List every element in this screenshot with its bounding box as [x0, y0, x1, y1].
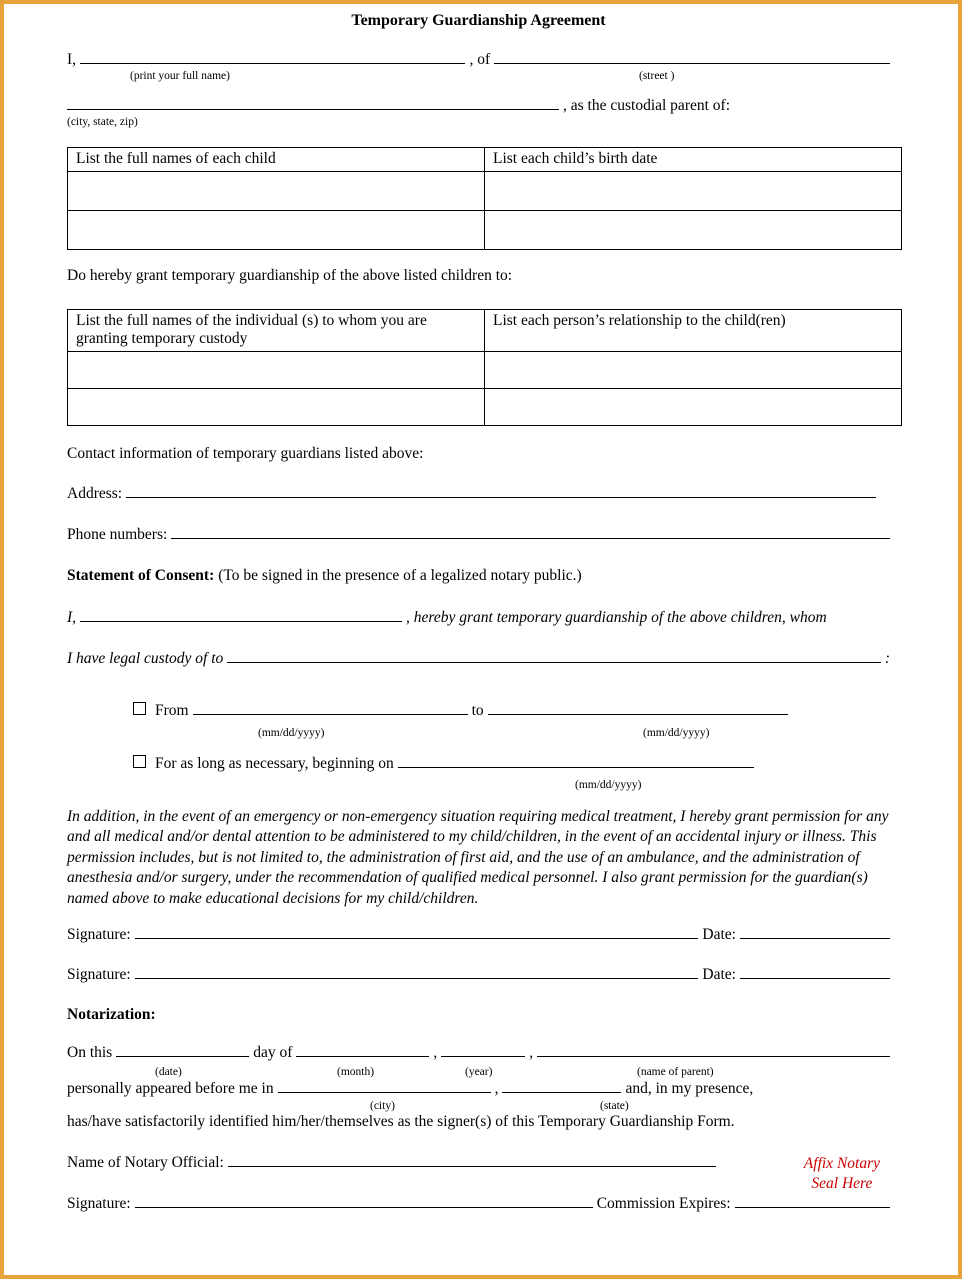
contact-heading: [67, 445, 890, 463]
from-to-row: [67, 702, 890, 740]
beginning-date-blank[interactable]: [398, 766, 754, 768]
contact-heading-text: Contact information of temporary guardians listed above:: [67, 445, 424, 463]
to-date-caption: (mm/dd/yyyy): [643, 727, 710, 740]
on-this-row: [67, 1043, 890, 1078]
children-table: [67, 147, 902, 250]
from-date-caption: (mm/dd/yyyy): [258, 727, 325, 740]
notary-signature-row: [67, 1195, 890, 1213]
affix-notary-seal-note: [804, 1154, 880, 1194]
comma-separator: ,: [494, 1079, 499, 1097]
consent-heading: [67, 567, 890, 585]
state-small-caption: (state): [600, 1099, 629, 1112]
consent-grant-row: [67, 609, 890, 627]
from-label: From: [155, 702, 189, 720]
notary-name-row: [67, 1154, 890, 1172]
child-name-cell[interactable]: [68, 211, 485, 250]
month-caption: (month): [337, 1065, 375, 1078]
city-state-zip-blank[interactable]: [67, 108, 559, 110]
date-caption: (date): [155, 1065, 182, 1078]
year-caption: (year): [465, 1065, 493, 1078]
city-small-caption: (city): [370, 1099, 395, 1112]
guardian-name-cell[interactable]: [68, 352, 485, 389]
notary-month-blank[interactable]: [296, 1055, 429, 1057]
grant-statement-text: Do hereby grant temporary guardianship of the above listed children to:: [67, 266, 513, 284]
signature-label: Signature:: [67, 926, 131, 944]
guardians-table: [67, 309, 902, 427]
form-title: Temporary Guardianship Agreement: [351, 12, 606, 29]
guardian-relationship-cell[interactable]: [485, 352, 902, 389]
address-label: Address:: [67, 485, 123, 503]
child-dob-cell[interactable]: [485, 211, 902, 250]
notarization-heading-text: Notarization:: [67, 1005, 156, 1023]
commission-expires-label: Commission Expires:: [596, 1194, 731, 1212]
address-blank[interactable]: [126, 496, 876, 498]
notary-state-blank[interactable]: [502, 1091, 621, 1093]
guardian-name-cell[interactable]: [68, 389, 485, 426]
notary-official-name-blank[interactable]: [228, 1165, 716, 1167]
notary-parent-name-blank[interactable]: [537, 1055, 890, 1057]
phone-numbers-blank[interactable]: [171, 537, 890, 539]
to-label: to: [471, 702, 484, 720]
guardian-relationship-cell[interactable]: [485, 389, 902, 426]
from-date-blank[interactable]: [193, 713, 468, 715]
commission-expires-blank[interactable]: [735, 1206, 890, 1208]
notary-date-blank[interactable]: [116, 1055, 249, 1057]
custody-row: [67, 650, 890, 668]
affix-seal-line-2: Seal Here: [811, 1175, 873, 1192]
duration-row: [67, 754, 890, 791]
date-blank-1[interactable]: [740, 937, 890, 939]
affix-seal-line-1: Affix Notary: [803, 1155, 880, 1172]
comma-separator: ,: [529, 1043, 534, 1061]
signature-row-1: [67, 926, 890, 944]
consent-heading-bold: Statement of Consent:: [67, 566, 215, 584]
city-caption: (city, state, zip): [67, 115, 138, 128]
notary-year-blank[interactable]: [441, 1055, 525, 1057]
intro-row-city: [67, 96, 890, 128]
signature-label: Signature:: [67, 966, 131, 984]
guardianship-form: [4, 4, 958, 1275]
parent-name-caption: (name of parent): [637, 1065, 714, 1078]
children-table-header-name: List the full names of each child: [68, 148, 485, 172]
date-blank-2[interactable]: [740, 977, 890, 979]
notarization-heading: [67, 1006, 890, 1024]
parent-name-blank[interactable]: [80, 62, 465, 64]
to-date-blank[interactable]: [488, 713, 788, 715]
guardians-table-header-relationship: List each person’s relationship to the child(ren): [485, 310, 902, 353]
guardians-table-header-name: List the full names of the individual (s) to whom you are granting temporary custody: [68, 310, 485, 353]
date-label: Date:: [702, 966, 736, 984]
presence-suffix-label: and, in my presence,: [625, 1079, 754, 1097]
street-caption: (street ): [639, 70, 675, 82]
street-blank[interactable]: [494, 62, 890, 64]
day-of-label: day of: [253, 1043, 293, 1061]
of-label: , of: [469, 51, 491, 68]
notary-city-blank[interactable]: [278, 1091, 491, 1093]
duration-checkbox-icon[interactable]: [133, 755, 146, 768]
signature-blank-1[interactable]: [135, 937, 699, 939]
from-checkbox-icon[interactable]: [133, 702, 146, 715]
print-name-caption: (print your full name): [130, 70, 230, 82]
custody-colon: :: [884, 650, 890, 668]
consent-parent-name-blank[interactable]: [80, 620, 402, 622]
notary-signature-blank[interactable]: [135, 1206, 593, 1208]
signature-row-2: [67, 966, 890, 984]
comma-separator: ,: [433, 1043, 438, 1061]
consent-grant-suffix: , hereby grant temporary guardianship of the above children, whom: [406, 608, 827, 626]
identified-row: [67, 1113, 890, 1131]
child-name-cell[interactable]: [68, 172, 485, 211]
i-prefix-label: I,: [67, 51, 77, 68]
grant-statement: [67, 267, 890, 285]
medical-permission-paragraph: In addition, in the event of an emergency or non-emergency situation requiring medical treatment, I hereby grant permission for any and all medical and/or dental attention to be administered to my child/children, in the event of an accidental injury or illness. This permission includes, but is not limited to, the administration of first aid, and the use of an ambulance, and the administration of anesthesia and/or surgery, under the recommendation of qualified medical personnel. I also grant permission for the guardian(s) named above to make educational decisions for my child/children.: [67, 807, 889, 907]
consent-heading-rest: (To be signed in the presence of a legalized notary public.): [218, 566, 582, 584]
consent-i-prefix: I,: [67, 608, 77, 626]
beginning-date-caption: (mm/dd/yyyy): [575, 778, 642, 791]
phone-label: Phone numbers:: [67, 525, 168, 543]
signature-blank-2[interactable]: [135, 977, 699, 979]
custody-prefix: I have legal custody of to: [67, 650, 224, 668]
custody-guardian-blank[interactable]: [227, 661, 881, 663]
appeared-row: [67, 1079, 890, 1112]
date-label: Date:: [702, 926, 736, 944]
duration-label: For as long as necessary, beginning on: [155, 754, 394, 772]
child-dob-cell[interactable]: [485, 172, 902, 211]
on-this-label: On this: [67, 1043, 113, 1061]
intro-row-name-street: [67, 51, 890, 82]
notary-signature-label: Signature:: [67, 1194, 131, 1212]
appeared-prefix-label: personally appeared before me in: [67, 1079, 274, 1097]
notary-official-label: Name of Notary Official:: [67, 1154, 224, 1172]
custodial-parent-label: , as the custodial parent of:: [563, 96, 731, 114]
phone-row: [67, 526, 890, 544]
children-table-header-dob: List each child’s birth date: [485, 148, 902, 172]
identified-line-text: has/have satisfactorily identified him/her/themselves as the signer(s) of this Temporary Guardianship Form.: [67, 1113, 735, 1131]
address-row: [67, 485, 890, 503]
